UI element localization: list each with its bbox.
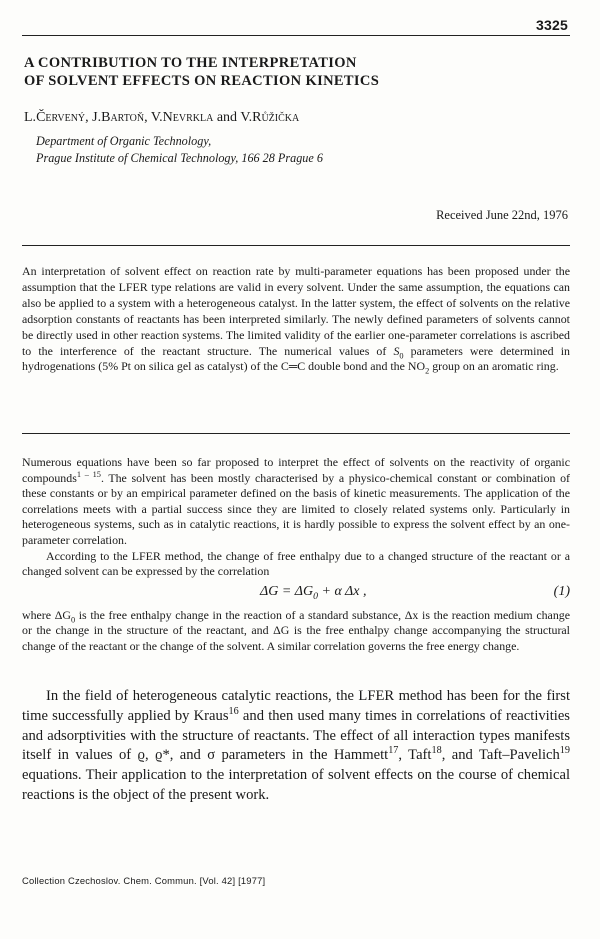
paragraph-text: , and Taft–Pavelich (441, 747, 560, 764)
author-name: Bartoň (101, 110, 145, 125)
paragraph-text: equations. Their application to the interpretation of solvent effects on the course of chemical reactions is the object of the present work. (22, 767, 570, 803)
citation: 18 (431, 745, 442, 757)
citation: 16 (228, 705, 239, 717)
abstract-symbol: S (393, 343, 400, 358)
author-separator: , (85, 110, 93, 125)
equation-number: (1) (553, 583, 570, 599)
subscript: 0 (70, 615, 76, 625)
title-line-1: A CONTRIBUTION TO THE INTERPRETATION (24, 55, 357, 71)
abstract (22, 264, 570, 375)
paragraph-text: and then used many times in correlations of reactivities and adsorptivities with the structure of reactants. The effect of all interaction types manifests itself in values of ϱ, ϱ*, and σ parameters in the Hammett (22, 707, 570, 764)
abstract-bottom-rule (22, 433, 570, 434)
paragraph-text: Numerous equations have been so far proposed to interpret the effect of solvents on the reactivity of organic compounds (22, 455, 570, 485)
paragraph-text: In the field of heterogeneous catalytic reactions, the LFER method has been for the first time successfully applied by Kraus (22, 688, 570, 724)
page-number: 3325 (536, 17, 568, 33)
paragraph-text: where ΔG (22, 607, 71, 622)
abstract-top-rule (22, 245, 570, 246)
affiliation-line-1: Department of Organic Technology, (36, 134, 212, 148)
equation-text: ΔG = ΔG (260, 583, 314, 599)
header-rule (22, 35, 570, 36)
paragraph-text: . The solvent has been mostly characterised by a physico-chemical constant or combination of these constants or by an empirical parameter defined on the basis of kinetic measurements. The application of the correlations meets with a partial success since they are limited to closely related systems only. Particularly in heterogeneous systems, such as in catalytic reactions, it is hardly possible to express the solvent effect by an one-parameter correlation. (22, 470, 570, 547)
main-paragraph (22, 687, 570, 806)
author-initial: V. (150, 110, 163, 125)
author-initial: V. (240, 110, 253, 125)
citation: 1 – 15 (76, 469, 101, 479)
intro-paragraph-1 (22, 455, 570, 549)
intro-paragraph-3 (22, 608, 570, 655)
author-initial: J. (92, 110, 102, 125)
title-line-2: OF SOLVENT EFFECTS ON REACTION KINETICS (24, 73, 380, 89)
article-title (24, 54, 379, 90)
author-list (24, 110, 299, 126)
author-name: Růžička (252, 110, 300, 125)
author-separator: and (213, 110, 241, 125)
author-separator: , (144, 110, 151, 125)
equation-subscript: 0 (313, 590, 319, 602)
author-initial: L. (24, 110, 37, 125)
affiliation-line-2: Prague Institute of Chemical Technology, 166 28 Prague 6 (36, 151, 323, 165)
abstract-text: parameters were determined in hydrogenations (5% Pt on silica gel as catalyst) of the C═C double bond and the NO (22, 343, 570, 374)
citation: 19 (559, 745, 571, 757)
abstract-subscript: 0 (399, 350, 404, 360)
affiliation (36, 133, 323, 167)
abstract-text: An interpretation of solvent effect on reaction rate by multi-parameter equations has been proposed under the assumption that the LFER type relations are valid in every solvent. Under the same assumption, the equations can also be applied to a system with a heterogeneous catalyst. In the latter system, the effect of solvents on the relative adsorption constants of reactants has been interpreted similarly. The newly defined parameters of solvents cannot be directly used in other reaction systems. The limited validity of the earlier one-parameter correlations is ascribed to the interference of the reactant structure. The numerical values of (22, 264, 570, 358)
equation-body (260, 584, 367, 600)
equation-text: + α Δx , (318, 583, 367, 599)
author-name: Červený (36, 110, 86, 125)
journal-footer: Collection Czechoslov. Chem. Commun. [Vol. 42] [1977] (22, 875, 266, 886)
introduction (22, 455, 570, 655)
abstract-text: group on an aromatic ring. (429, 359, 559, 374)
paragraph-text: , Taft (398, 747, 432, 764)
author-name: Nevrkla (162, 110, 214, 125)
citation: 17 (388, 745, 399, 757)
abstract-subscript: 2 (425, 366, 430, 376)
received-date: Received June 22nd, 1976 (436, 208, 568, 222)
intro-paragraph-2: According to the LFER method, the change of free enthalpy due to a changed structure of the reactant or a changed solvent can be expressed by the correlation (22, 548, 570, 579)
equation-1 (22, 580, 570, 608)
paragraph-text: is the free enthalpy change in the reaction of a standard substance, Δx is the reaction medium change or the change in the structure of the reactant, and ΔG is the free enthalpy change accompanying the structural change of the reactant or the change of the solvent. A similar correlation governs the free energy change. (22, 607, 570, 653)
